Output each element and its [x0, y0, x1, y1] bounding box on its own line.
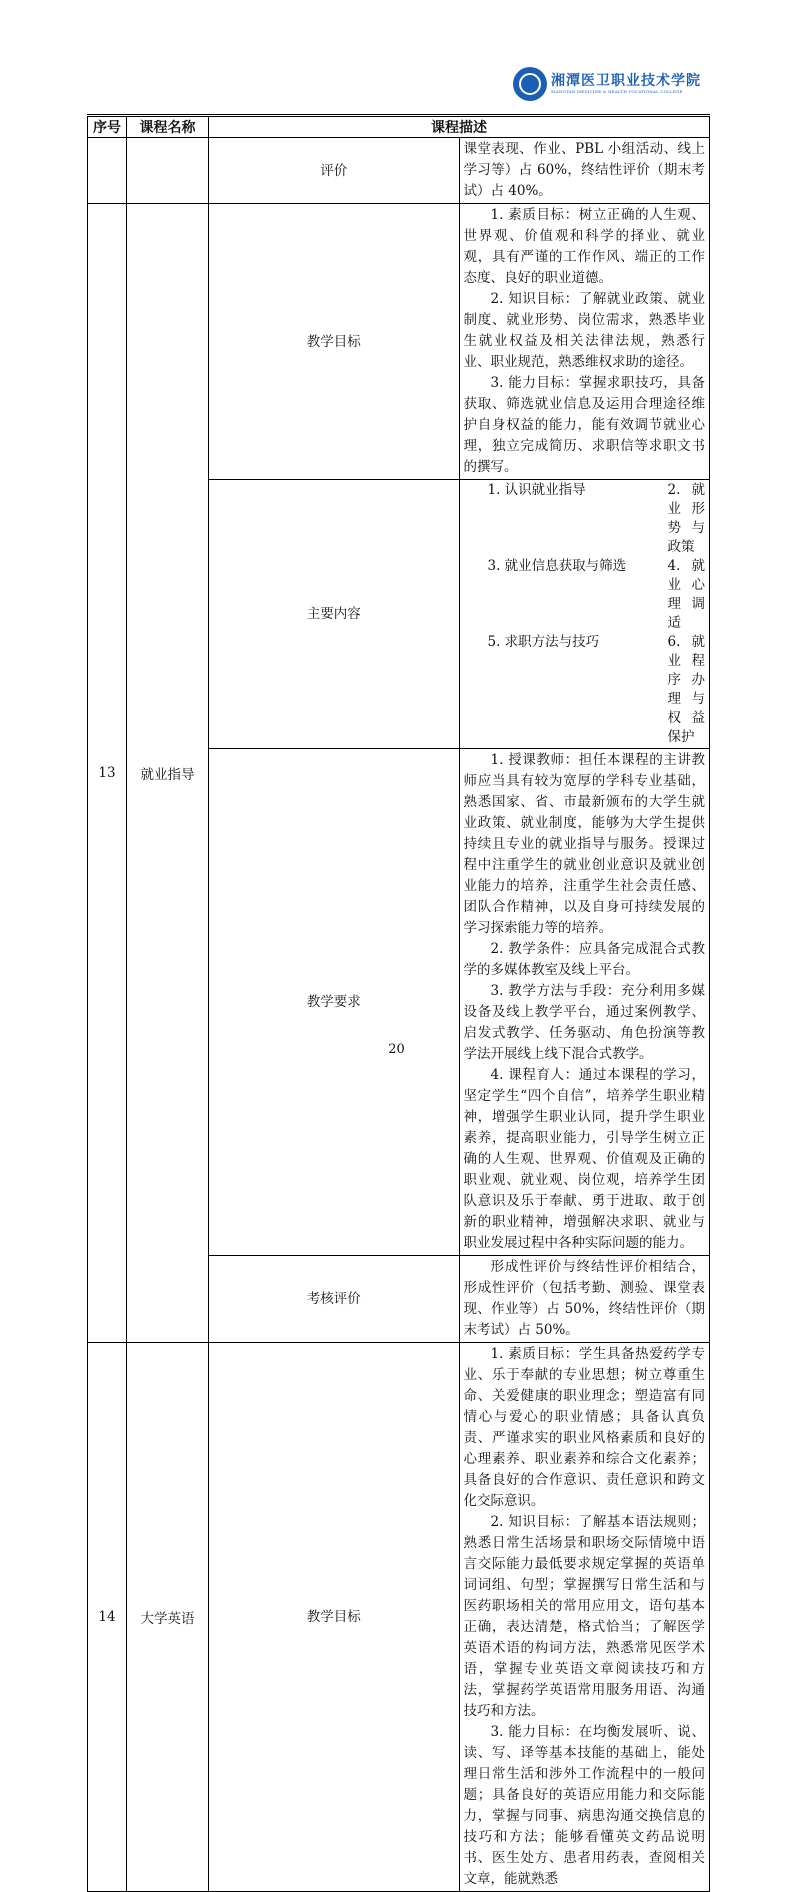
row-label: 考核评价: [209, 1256, 460, 1343]
col-header-no: 序号: [88, 117, 127, 138]
table-header-row: [88, 117, 710, 138]
course-name: 大学英语: [127, 1343, 209, 1892]
page-number: 20: [388, 1042, 405, 1057]
requirement-item: 2. 教学条件：应具备完成混合式教学的多媒体教室及线上平台。: [463, 941, 705, 978]
requirement-item: 4. 课程育人：通过本课程的学习，坚定学生“四个自信”，培养学生职业精神，增强学生职业认同，提升学生职业素养，提高职业能力，引导学生树立正确的人生观、世界观、价值观及正确的职业观、就业观、岗位观，培养学生团队意识及乐于奉献、勇于进取、敢于创新的职业精神，增强解决求职、就业与职业发展过程中各种实际问题的能力。: [463, 1067, 705, 1251]
col-header-desc: 课程描述: [209, 117, 710, 138]
goal-item: 1. 素质目标：学生具备热爱药学专业、乐于奉献的专业思想；树立尊重生命、关爱健康的职业理念；塑造富有同情心与爱心的职业情感；具备认真负责、严谨求实的职业风格素质和良好的心理素养、职业素养和综合文化素养；具备良好的合作意识、责任意识和跨文化交际意识。: [463, 1346, 705, 1509]
course-table: [87, 116, 710, 1892]
content-item: 4. 就业心理调适: [667, 558, 705, 631]
table-row: [88, 138, 710, 204]
goal-item: 2. 知识目标：了解基本语法规则；熟悉日常生活场景和职场交际情境中语言交际能力最低要求规定掌握的英语单词词组、句型；掌握撰写日常生活和与医药职场相关的常用应用文，语句基本正确，表达清楚，格式恰当；了解医学英语术语的构词方法，熟悉常见医学术语，掌握专业英语文章阅读技巧和方法，掌握药学英语常用服务用语、沟通技巧和方法。: [463, 1514, 705, 1719]
row-label: 教学目标: [209, 1343, 460, 1892]
college-seal-icon: [513, 67, 547, 101]
row-label: 教学目标: [209, 204, 460, 480]
logo-chinese-name: 湘潭医卫职业技术学院: [551, 73, 701, 89]
header-rule: [87, 114, 710, 115]
table-row: [88, 204, 710, 480]
content-item: 1. 认识就业指导: [487, 482, 586, 498]
goal-item: 3. 能力目标：掌握求职技巧，具备获取、筛选就业信息及运用合理途径维护自身权益的能力，能有效调节就业心理，独立完成简历、求职信等求职文书的撰写。: [463, 375, 705, 475]
requirement-item: 1. 授课教师：担任本课程的主讲教师应当具有较为宽厚的学科专业基础，熟悉国家、省、市最新颁布的大学生就业政策、就业制度，能够为大学生提供持续且专业的就业指导与服务。授课过程中注重学生的就业创业意识及就业创业能力的培养，注重学生社会责任感、团队合作精神，以及自身可持续发展的学习探索能力等的培养。: [463, 752, 705, 936]
desc-text: 课堂表现、作业、PBL 小组活动、线上学习等）占 60%，终结性评价（期末考试）占 40%。: [463, 141, 705, 199]
row-label: 教学要求: [209, 749, 460, 1256]
row-label: 评价: [209, 138, 460, 204]
requirement-item: 3. 教学方法与手段：充分利用多媒设备及线上教学平台，通过案例教学、启发式教学、任务驱动、角色扮演等教学法开展线上线下混合式教学。: [463, 983, 705, 1062]
evaluation-text: 形成性评价与终结性评价相结合，形成性评价（包括考勤、测验、课堂表现、作业等）占 50%，终结性评价（期末考试）占 50%。: [463, 1259, 705, 1338]
content-item: 6. 就业程序办理与权益保护: [667, 634, 705, 745]
col-header-name: 课程名称: [127, 117, 209, 138]
goal-item: 2. 知识目标：了解就业政策、就业制度、就业形势、岗位需求，熟悉毕业生就业权益及相关法律法规，熟悉行业、职业规范，熟悉维权求助的途径。: [463, 291, 705, 370]
course-name: 就业指导: [127, 204, 209, 1343]
content-item: 2. 就业形势与政策: [667, 482, 705, 555]
content-list: [464, 481, 706, 747]
content-item: 3. 就业信息获取与筛选: [487, 558, 627, 574]
course-no: 13: [88, 204, 127, 1343]
table-row: [88, 1343, 710, 1892]
college-logo: [513, 67, 701, 101]
goal-item: 1. 素质目标：树立正确的人生观、世界观、价值观和科学的择业、就业观，具有严谨的工作作风、端正的工作态度、良好的职业道德。: [463, 207, 705, 286]
logo-english-name: XIANGTAN MEDICINE & HEALTH VOCATIONAL COLLEGE: [551, 89, 683, 94]
goal-item: 3. 能力目标：在均衡发展听、说、读、写、译等基本技能的基础上，能处理日常生活和涉外工作流程中的一般问题；具备良好的英语应用能力和交际能力，掌握与同事、病患沟通交换信息的技巧和方法；能够看懂英文药品说明书、医生处方、患者用药表，查阅相关文章，能就熟悉: [463, 1724, 705, 1887]
course-no: 14: [88, 1343, 127, 1892]
row-label: 主要内容: [209, 480, 460, 749]
content-item: 5. 求职方法与技巧: [487, 634, 600, 650]
